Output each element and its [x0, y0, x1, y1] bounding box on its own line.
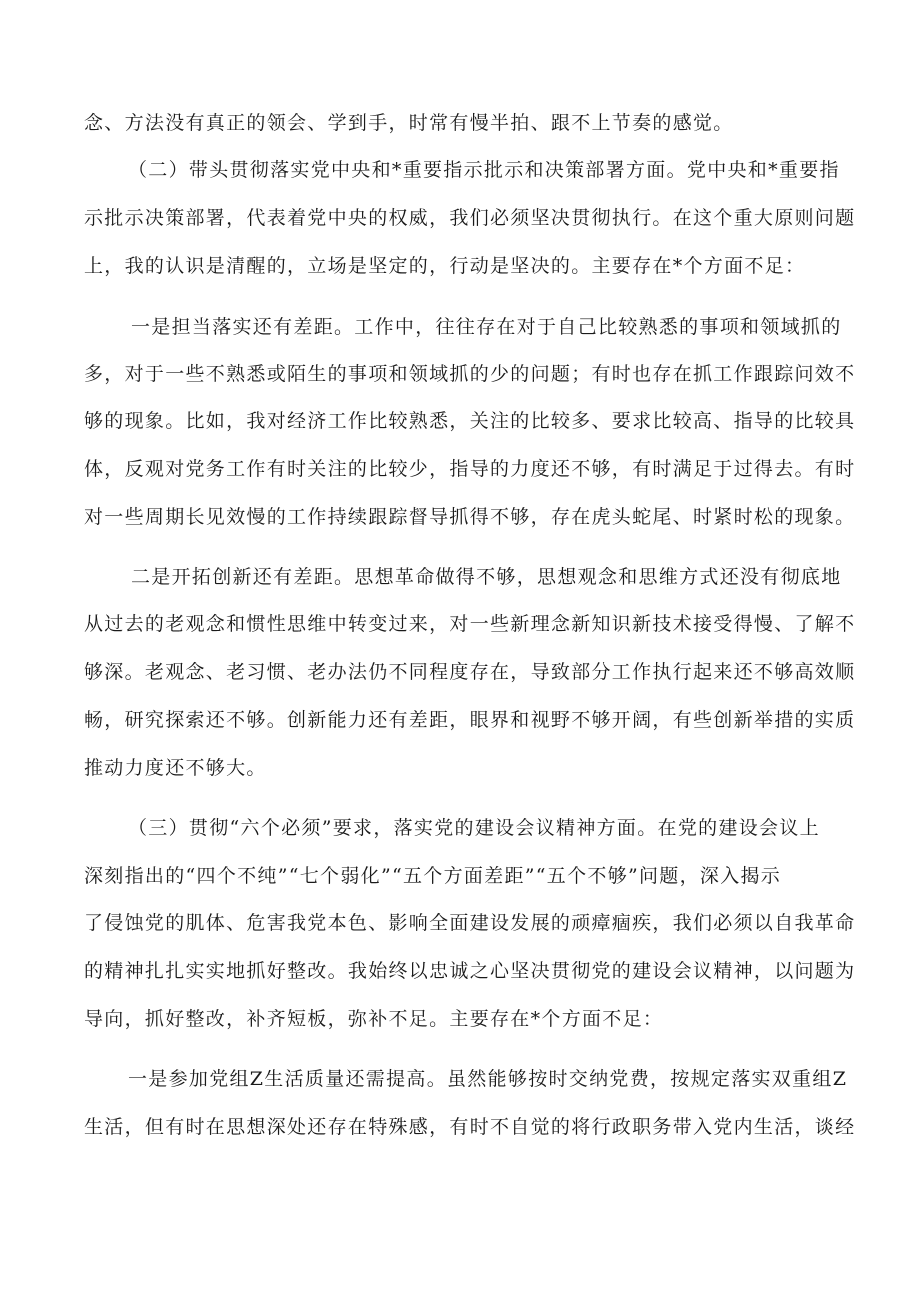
text-line: 从过去的老观念和惯性思维中转变过来，对一些新理念新知识新技术接受得慢、了解不: [84, 613, 856, 635]
text-line: 推动力度还不够大。: [84, 757, 267, 779]
text-line: 够的现象。比如，我对经济工作比较熟悉，关注的比较多、要求比较高、指导的比较具: [84, 410, 856, 432]
text-line: 导向，抓好整改，补齐短板，弥补不足。主要存在*个方面不足：: [84, 1008, 664, 1030]
text-line: （二）带头贯彻落实党中央和*重要指示批示和决策部署方面。党中央和*重要指: [128, 159, 840, 181]
text-line: 的精神扎扎实实地抓好整改。我始终以忠诚之心坚决贯彻党的建设会议精神，以问题为: [84, 960, 856, 982]
text-line: 上，我的认识是清醒的，立场是坚定的，行动是坚决的。主要存在*个方面不足：: [84, 255, 806, 277]
text-line: 体，反观对党务工作有时关注的比较少，指导的力度还不够，有时满足于过得去。有时: [84, 458, 856, 480]
text-line: 念、方法没有真正的领会、学到手，时常有慢半拍、跟不上节奏的感觉。: [84, 112, 734, 134]
text-line: 一是担当落实还有差距。工作中，往往存在对于自己比较熟悉的事项和领域抓的: [131, 316, 842, 338]
text-line: 畅，研究探索还不够。创新能力还有差距，眼界和视野不够开阔，有些创新举措的实质: [84, 709, 856, 731]
text-line: 够深。老观念、老习惯、老办法仍不同程度存在，导致部分工作执行起来还不够高效顺: [84, 661, 856, 683]
text-line: 了侵蚀党的肌体、危害我党本色、影响全面建设发展的顽瘴痼疾，我们必须以自我革命: [84, 912, 856, 934]
text-line: 多，对于一些不熟悉或陌生的事项和领域抓的少的问题；有时也存在抓工作跟踪问效不: [84, 363, 856, 385]
text-line: 对一些周期长见效慢的工作持续跟踪督导抓得不够，存在虎头蛇尾、时紧时松的现象。: [84, 506, 856, 528]
text-line: 深刻指出的“四个不纯”“七个弱化”“五个方面差距”“五个不够”问题，深入揭示: [84, 865, 782, 887]
text-line: 示批示决策部署，代表着党中央的权威，我们必须坚决贯彻执行。在这个重大原则问题: [84, 207, 856, 229]
text-line: （三）贯彻“六个必须”要求，落实党的建设会议精神方面。在党的建设会议上: [128, 817, 820, 839]
text-line: 二是开拓创新还有差距。思想革命做得不够，思想观念和思维方式还没有彻底地: [131, 566, 842, 588]
text-line: 一是参加党组Z生活质量还需提高。虽然能够按时交纳党费，按规定落实双重组Z: [128, 1068, 848, 1090]
text-line: 生活，但有时在思想深处还存在特殊感，有时不自觉的将行政职务带入党内生活，谈经: [84, 1116, 856, 1138]
